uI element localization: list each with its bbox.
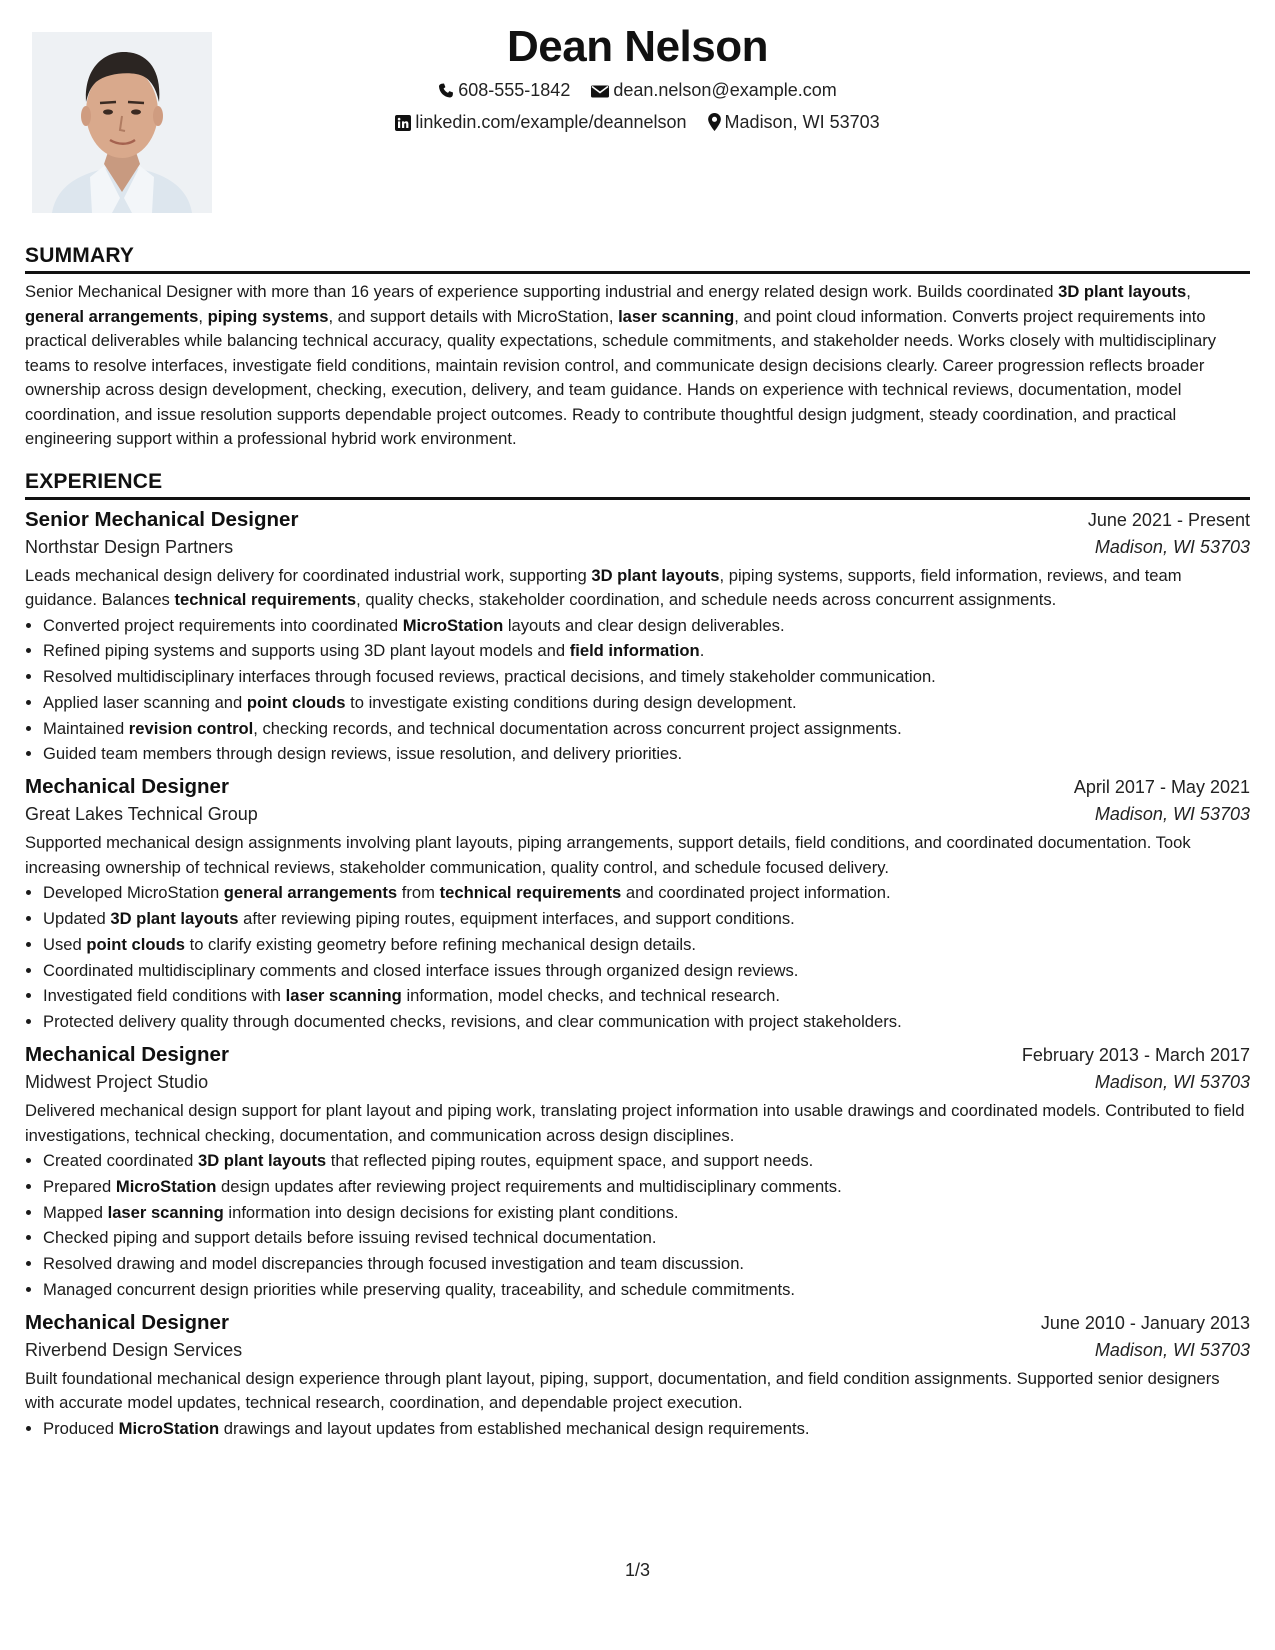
text-run: , and point cloud information. Converts project requirements into practical deliverables while balancing technical accuracy, quality expectations, schedule commitments, and stakeholder needs. Works closely with multidisciplinary teams to resolve interfaces, investigate field conditions, maintain revision control, and communicate design decisions clearly. Career progression reflects broader ownership across design development, checking, execution, delivery, and team guidance. Hands on experience with technical reviews, documentation, model coordination, and issue resolution supports dependable project outcomes. Ready to contribute thoughtful design judgment, steady coordination, and practical engineering support within a professional hybrid work environment.	[25, 306, 1217, 448]
text-run: Refined piping systems and supports using 3D plant layout models and	[43, 641, 570, 661]
keyword-highlight: 3D plant layouts	[591, 565, 720, 585]
contact-phone	[438, 80, 570, 101]
job-bullets	[25, 1416, 1250, 1442]
text-run: Updated	[43, 909, 111, 929]
text-run: Built foundational mechanical design experience through plant layout, piping, support, documentation, and field condition assignments. Supported senior designers with accurate model updates, technical research, coordination, and dependable project execution.	[25, 1368, 1220, 1413]
job-description	[25, 1099, 1250, 1148]
text-run: ,	[1186, 282, 1191, 301]
list-item	[43, 741, 1250, 767]
list-item	[43, 638, 1250, 664]
list-item	[43, 1251, 1250, 1277]
job-company: Great Lakes Technical Group	[25, 804, 258, 825]
job-dates: February 2013 - March 2017	[1021, 1045, 1250, 1066]
text-run: Resolved drawing and model discrepancies through focused investigation and team discussion.	[43, 1254, 745, 1274]
keyword-highlight: MicroStation	[118, 1418, 220, 1438]
job-title: Senior Mechanical Designer	[25, 507, 299, 531]
keyword-highlight: revision control	[128, 718, 254, 738]
keyword-highlight: laser scanning	[618, 306, 735, 326]
text-run: layouts and clear design deliverables.	[503, 615, 785, 635]
keyword-highlight: point clouds	[246, 692, 346, 712]
text-run: Created coordinated	[43, 1151, 198, 1171]
list-item	[43, 880, 1250, 906]
text-run: Guided team members through design reviews, issue resolution, and delivery priorities.	[43, 744, 683, 764]
job-entry	[25, 1311, 1250, 1442]
text-run: , checking records, and technical documentation across concurrent project assignments.	[253, 718, 902, 738]
job-subheader	[25, 804, 1250, 825]
text-run: Senior Mechanical Designer with more than 16 years of experience supporting industrial and energy related design work. Builds coordinated	[25, 282, 1059, 301]
list-item	[43, 716, 1250, 742]
text-run: ,	[198, 306, 208, 326]
job-subheader	[25, 537, 1250, 558]
job-dates: June 2010 - January 2013	[1040, 1312, 1250, 1333]
text-run: Used	[43, 934, 87, 954]
contact-linkedin[interactable]	[395, 112, 686, 133]
job-header	[25, 508, 1250, 532]
keyword-highlight: laser scanning	[285, 986, 402, 1006]
email-text: dean.nelson@example.com	[613, 80, 837, 100]
keyword-highlight: technical requirements	[174, 590, 357, 609]
job-header	[25, 775, 1250, 799]
list-item	[43, 1277, 1250, 1303]
list-item	[43, 983, 1250, 1009]
job-entry	[25, 508, 1250, 768]
job-location: Madison, WI 53703	[1094, 536, 1250, 557]
job-description	[25, 1367, 1250, 1416]
keyword-highlight: MicroStation	[115, 1176, 217, 1196]
text-run: to investigate existing conditions during design development.	[345, 692, 797, 712]
job-header	[25, 1311, 1250, 1335]
text-run: Converted project requirements into coordinated	[43, 615, 403, 635]
list-item	[43, 1009, 1250, 1035]
job-description	[25, 831, 1250, 880]
job-entry	[25, 775, 1250, 1035]
text-run: Maintained	[43, 718, 129, 738]
text-run: Delivered mechanical design support for plant layout and piping work, translating project information into usable drawings and coordinated models. Contributed to field investigations, technical checking, documentation, and communication across design disciplines.	[25, 1101, 1245, 1145]
job-title: Mechanical Designer	[25, 1310, 229, 1334]
text-run: Checked piping and support details before issuing revised technical documentation.	[43, 1228, 657, 1248]
summary-text	[25, 280, 1250, 452]
text-run: information into design decisions for existing plant conditions.	[223, 1202, 679, 1222]
list-item	[43, 958, 1250, 984]
job-title: Mechanical Designer	[25, 775, 229, 799]
job-location: Madison, WI 53703	[1094, 1339, 1250, 1360]
text-run: Managed concurrent design priorities while preserving quality, traceability, and schedule commitments.	[43, 1280, 796, 1300]
text-run: , piping systems, supports, field information, reviews, and team guidance. Balances	[25, 565, 1182, 609]
keyword-highlight: field information	[569, 641, 700, 661]
contact-row-secondary	[0, 112, 1275, 133]
section-title-experience: EXPERIENCE	[25, 470, 1250, 500]
job-location: Madison, WI 53703	[1094, 1072, 1250, 1093]
text-run: drawings and layout updates from established mechanical design requirements.	[219, 1418, 810, 1438]
linkedin-icon	[395, 115, 411, 131]
keyword-highlight: piping systems	[207, 306, 329, 326]
job-entry	[25, 1043, 1250, 1303]
job-bullets	[25, 613, 1250, 768]
job-list	[25, 508, 1250, 1442]
job-description	[25, 564, 1250, 613]
text-run: Applied laser scanning and	[43, 692, 247, 712]
section-title-summary: SUMMARY	[25, 244, 1250, 274]
text-run: to clarify existing geometry before refining mechanical design details.	[185, 934, 696, 954]
text-run: Leads mechanical design delivery for coordinated industrial work, supporting	[25, 565, 592, 585]
job-company: Northstar Design Partners	[25, 536, 234, 557]
keyword-highlight: general arrangements	[223, 883, 398, 903]
job-location: Madison, WI 53703	[1094, 804, 1250, 825]
text-run: Supported mechanical design assignments involving plant layouts, piping arrangements, support details, field conditions, and coordinated documentation. Took increasing ownership of technical reviews, stakeholder communication, quality control, and schedule focused delivery.	[25, 833, 1191, 877]
keyword-highlight: 3D plant layouts	[110, 909, 239, 929]
text-run: Resolved multidisciplinary interfaces through focused reviews, practical decisions, and timely stakeholder communication.	[43, 667, 936, 687]
list-item	[43, 690, 1250, 716]
summary-section	[25, 244, 1250, 452]
keyword-highlight: MicroStation	[402, 615, 504, 635]
text-run: .	[699, 641, 705, 661]
list-item	[43, 906, 1250, 932]
page-number: 1/3	[624, 1560, 651, 1580]
job-title: Mechanical Designer	[25, 1043, 229, 1067]
list-item	[43, 932, 1250, 958]
list-item	[43, 1416, 1250, 1442]
job-bullets	[25, 880, 1250, 1035]
contact-location	[708, 112, 880, 133]
keyword-highlight: 3D plant layouts	[197, 1151, 327, 1171]
text-run: Protected delivery quality through documented checks, revisions, and clear communication with project stakeholders.	[43, 1012, 902, 1032]
linkedin-text: linkedin.com/example/deannelson	[415, 112, 687, 132]
job-header	[25, 1043, 1250, 1067]
text-run: after reviewing piping routes, equipment interfaces, and support conditions.	[238, 909, 795, 929]
text-run: and coordinated project information.	[621, 883, 891, 903]
text-run: Mapped	[43, 1202, 108, 1222]
list-item	[43, 613, 1250, 639]
job-bullets	[25, 1148, 1250, 1303]
list-item	[43, 1225, 1250, 1251]
keyword-highlight: point clouds	[86, 934, 185, 954]
contact-row-primary	[0, 80, 1275, 101]
list-item	[43, 664, 1250, 690]
text-run: Developed MicroStation	[43, 883, 224, 903]
text-run: from	[397, 883, 440, 903]
list-item	[43, 1174, 1250, 1200]
text-run: Coordinated multidisciplinary comments and closed interface issues through organized design reviews.	[43, 960, 799, 980]
job-dates: June 2021 - Present	[1087, 509, 1250, 530]
job-subheader	[25, 1340, 1250, 1361]
phone-icon	[438, 82, 454, 99]
list-item	[43, 1148, 1250, 1174]
keyword-highlight: general arrangements	[25, 306, 199, 326]
keyword-highlight: 3D plant layouts	[1058, 282, 1187, 301]
keyword-highlight: technical requirements	[439, 883, 622, 903]
resume-body	[25, 244, 1250, 1460]
map-pin-icon	[708, 113, 721, 131]
text-run: Investigated field conditions with	[43, 986, 286, 1006]
job-dates: April 2017 - May 2021	[1073, 777, 1250, 798]
phone-text: 608-555-1842	[458, 80, 571, 100]
keyword-highlight: laser scanning	[107, 1202, 224, 1222]
envelope-icon	[591, 84, 609, 99]
text-run: Produced	[43, 1418, 119, 1438]
text-run: design updates after reviewing project requirements and multidisciplinary comments.	[216, 1176, 842, 1196]
location-text: Madison, WI 53703	[724, 112, 880, 132]
text-run: , and support details with MicroStation,	[328, 306, 619, 326]
job-subheader	[25, 1072, 1250, 1093]
experience-section	[25, 470, 1250, 1442]
text-run: information, model checks, and technical research.	[401, 986, 780, 1006]
list-item	[43, 1200, 1250, 1226]
job-company: Midwest Project Studio	[25, 1072, 209, 1093]
text-run: Prepared	[43, 1176, 116, 1196]
text-run: , quality checks, stakeholder coordination, and schedule needs across concurrent assignments.	[356, 590, 1057, 609]
job-company: Riverbend Design Services	[25, 1339, 243, 1360]
text-run: that reflected piping routes, equipment space, and support needs.	[326, 1151, 814, 1171]
candidate-name: Dean Nelson	[506, 22, 768, 71]
contact-email[interactable]	[591, 80, 836, 101]
